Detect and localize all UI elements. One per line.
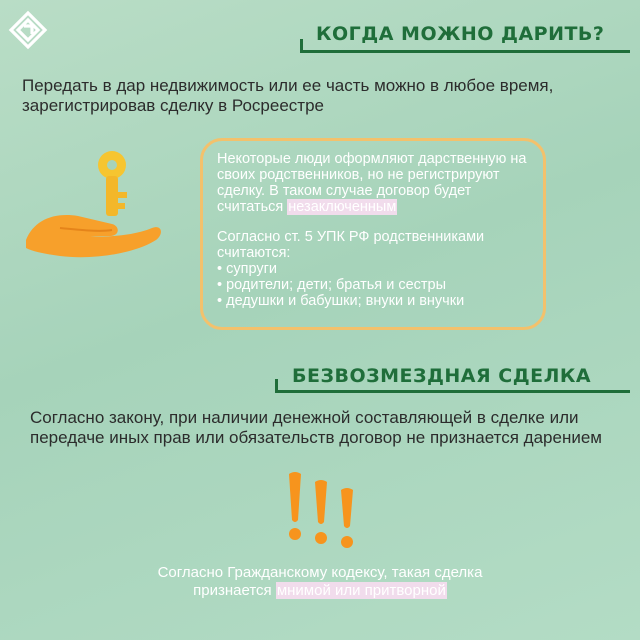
heading-underline-cap-2 — [275, 379, 278, 393]
heading-underline-cap — [300, 39, 303, 53]
section-title-when: КОГДА МОЖНО ДАРИТЬ? — [316, 23, 605, 45]
heading-underline-2 — [275, 390, 630, 393]
list-item: • родители; дети; братья и сестры — [217, 277, 529, 293]
list-item: • дедушки и бабушки; внуки и внучки — [217, 293, 529, 309]
hand-icon — [26, 215, 161, 257]
footer-note — [100, 564, 540, 600]
section1-lead-text: Передать в дар недвижимость или ее часть можно в любое время, зарегистрировав сделку в Росреестре — [22, 76, 554, 115]
heading-underline — [300, 50, 630, 53]
section-title-gratuitous: БЕЗВОЗМЕЗДНАЯ СДЕЛКА — [292, 365, 592, 387]
list-item: • супруги — [217, 261, 529, 277]
card-paragraph-1: Некоторые люди оформляют дарственную на своих родственников, но не регистрируют сделку. В таком случае договор будет считаться незаключенным — [217, 151, 527, 215]
info-card — [200, 138, 546, 330]
highlight-sham: мнимой или притворной — [276, 582, 446, 599]
key-icon — [98, 151, 127, 216]
card-relatives-intro: Согласно ст. 5 УПК РФ родственниками считаются: — [217, 229, 485, 261]
exclamation-icon — [285, 470, 365, 550]
logo-icon — [8, 10, 48, 50]
footer-line-2: признается мнимой или притворной — [193, 582, 446, 599]
footer-line-1: Согласно Гражданскому кодексу, такая сделка — [157, 564, 483, 581]
highlight-unconcluded: незаключенным — [288, 199, 397, 215]
hand-with-key-illustration — [20, 148, 165, 263]
section2-lead-text: Согласно закону, при наличии денежной составляющей в сделке или передаче иных прав или обязательств договор не признается дарением — [30, 408, 602, 447]
